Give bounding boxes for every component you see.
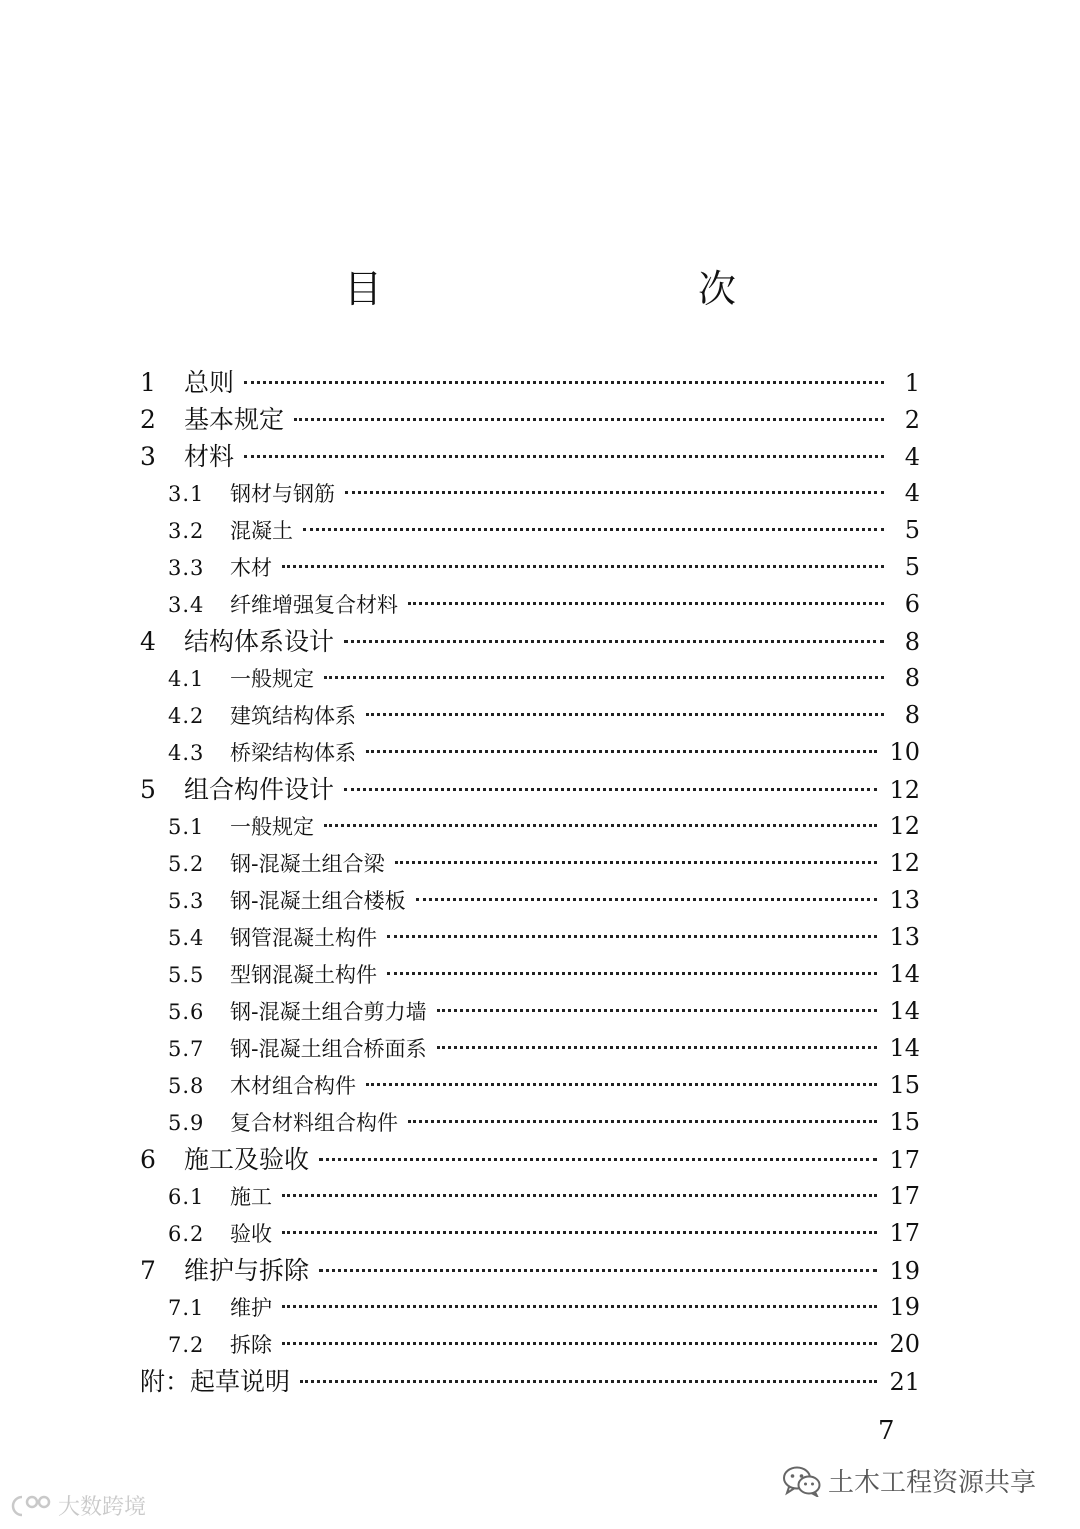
toc-entry-page: 12 [889,776,920,804]
toc-entry-label: 木材 [230,556,272,580]
toc-entry-page: 17 [889,1219,920,1247]
toc-entry-number: 5.5 [168,963,205,987]
toc-entry-label: 结构体系设计 [184,627,335,656]
toc-entry-number: 3.1 [168,482,205,506]
toc-entry-page: 17 [889,1182,920,1210]
toc-entry-page: 17 [889,1146,920,1174]
toc-entry-label: 钢材与钢筋 [230,482,335,506]
dot-leader [300,1380,877,1383]
toc-entry-page: 14 [889,960,920,988]
toc-entry-page: 6 [904,590,920,618]
toc-entry[interactable] [140,1104,920,1141]
toc-entry[interactable] [140,475,920,512]
dot-leader [395,861,878,864]
dot-leader [303,528,884,531]
dot-leader [282,1342,877,1345]
toc-entry-label: 维护 [230,1296,272,1320]
dot-leader [282,1194,877,1197]
dot-leader [437,1009,878,1012]
toc-entry-page: 4 [904,479,920,507]
dot-leader [437,1046,878,1049]
toc-entry[interactable] [140,734,920,771]
toc-entry[interactable] [140,401,920,438]
toc-entry[interactable] [140,1030,920,1067]
dot-leader [282,565,884,568]
toc-entry-page: 21 [889,1368,920,1396]
toc-entry[interactable] [140,623,920,660]
toc-entry-number: 3.3 [168,556,205,580]
toc-entry-number: 6 [140,1145,156,1174]
toc-entry-page: 5 [904,516,920,544]
dot-leader [408,602,884,605]
toc-entry-page: 14 [889,997,920,1025]
dot-leader [244,455,884,458]
toc-entry-number: 3 [140,442,156,471]
toc-entry-number: 2 [140,405,156,434]
toc-entry[interactable] [140,1326,920,1363]
toc-entry[interactable] [140,364,920,401]
toc-entry-page: 20 [889,1330,920,1358]
dot-leader [324,824,877,827]
toc-entry[interactable] [140,993,920,1030]
page-number: 7 [878,1416,895,1446]
dot-leader [282,1231,877,1234]
toc-entry-number: 3.2 [168,519,205,543]
toc-entry-page: 10 [889,738,920,766]
toc-entry[interactable] [140,919,920,956]
toc-entry-number: 3.4 [168,593,205,617]
dot-leader [408,1120,877,1123]
toc-entry[interactable] [140,586,920,623]
dot-leader [324,676,884,679]
toc-entry-number: 5.8 [168,1074,205,1098]
dot-leader [294,418,884,421]
dot-leader [366,750,877,753]
watermark-left [10,1490,146,1521]
toc-entry-number: 4.3 [168,741,205,765]
toc-entry-label: 钢管混凝土构件 [230,926,377,950]
toc-entry-label: 木材组合构件 [230,1074,356,1098]
toc-entry-label: 钢-混凝土组合楼板 [230,889,406,913]
toc-entry-label: 验收 [230,1222,272,1246]
toc-entry-page: 4 [904,443,920,471]
toc-entry[interactable] [140,1067,920,1104]
toc-entry-page: 8 [904,628,920,656]
toc-entry-label: 材料 [184,442,235,471]
toc-entry[interactable] [140,1252,920,1289]
toc-entry-page: 15 [889,1108,920,1136]
toc-entry-label: 复合材料组合构件 [230,1111,398,1135]
toc-entry-number: 5.1 [168,815,205,839]
toc-entry-label: 钢-混凝土组合剪力墙 [230,1000,427,1024]
toc-entry-page: 2 [904,406,920,434]
toc-entry-label: 钢-混凝土组合梁 [230,852,385,876]
toc-entry-number: 6.1 [168,1185,205,1209]
toc-entry-label: 型钢混凝土构件 [230,963,377,987]
toc-entry-page: 12 [889,849,920,877]
toc-entry[interactable] [140,1215,920,1252]
toc-entry-label: 施工 [230,1185,272,1209]
toc-entry[interactable] [140,697,920,734]
toc-entry[interactable] [140,438,920,475]
dot-leader [345,491,884,494]
toc-entry-page: 8 [904,701,920,729]
toc-entry-label: 建筑结构体系 [230,704,356,728]
toc-entry-number: 5.7 [168,1037,205,1061]
table-of-contents [140,364,920,1400]
dot-leader [387,935,877,938]
toc-entry-label: 桥梁结构体系 [230,741,356,765]
toc-entry-label: 附：起草说明 [140,1367,291,1396]
toc-entry-label: 维护与拆除 [184,1256,310,1285]
toc-entry-label: 纤维增强复合材料 [230,593,398,617]
toc-entry-label: 拆除 [230,1333,272,1357]
toc-entry[interactable] [140,771,920,808]
toc-entry-page: 15 [889,1071,920,1099]
toc-entry[interactable] [140,1363,920,1400]
toc-entry-number: 5.4 [168,926,205,950]
toc-entry[interactable] [140,549,920,586]
toc-entry-number: 5.6 [168,1000,205,1024]
dot-leader [416,898,878,901]
logo-icon [10,1493,54,1519]
toc-entry-page: 12 [889,812,920,840]
toc-entry-number: 5 [140,775,156,804]
watermark-right [782,1462,1036,1499]
toc-entry-label: 总则 [184,368,235,397]
toc-entry-page: 5 [904,553,920,581]
toc-entry-page: 19 [889,1257,920,1285]
toc-entry-number: 4.2 [168,704,205,728]
toc-entry-page: 14 [889,1034,920,1062]
toc-entry[interactable] [140,1178,920,1215]
toc-entry[interactable] [140,808,920,845]
toc-entry-number: 6.2 [168,1222,205,1246]
toc-entry-page: 1 [904,369,920,397]
dot-leader [282,1305,877,1308]
watermark-right-text: 土木工程资源共享 [828,1468,1037,1498]
toc-entry-page: 13 [889,923,920,951]
watermark-left-text: 大数跨境 [58,1495,147,1520]
toc-entry-label: 一般规定 [230,815,314,839]
wechat-icon [782,1465,822,1497]
dot-leader [319,1158,877,1161]
toc-entry-number: 1 [140,368,156,397]
toc-entry[interactable] [140,845,920,882]
toc-entry-number: 7.2 [168,1333,205,1357]
toc-entry-label: 组合构件设计 [184,775,335,804]
toc-entry-number: 7.1 [168,1296,205,1320]
toc-entry[interactable] [140,882,920,919]
toc-entry-label: 一般规定 [230,667,314,691]
toc-entry-label: 施工及验收 [184,1145,310,1174]
toc-entry-page: 19 [889,1293,920,1321]
toc-entry[interactable] [140,1289,920,1326]
toc-entry-label: 钢-混凝土组合桥面系 [230,1037,427,1061]
toc-entry-number: 5.2 [168,852,205,876]
dot-leader [366,1083,877,1086]
dot-leader [344,640,884,643]
toc-entry-number: 5.9 [168,1111,205,1135]
dot-leader [319,1269,877,1272]
toc-entry-label: 基本规定 [184,405,285,434]
dot-leader [366,713,884,716]
dot-leader [387,972,877,975]
page-title: 目 次 [343,267,816,311]
toc-entry-number: 5.3 [168,889,205,913]
toc-entry-number: 4 [140,627,156,656]
toc-entry[interactable] [140,512,920,549]
toc-entry-page: 13 [889,886,920,914]
dot-leader [244,381,884,384]
toc-entry-page: 8 [904,664,920,692]
toc-entry-number: 7 [140,1256,156,1285]
toc-entry[interactable] [140,956,920,993]
toc-entry[interactable] [140,1141,920,1178]
toc-entry-label: 混凝土 [230,519,293,543]
dot-leader [344,788,877,791]
toc-entry[interactable] [140,660,920,697]
toc-entry-number: 4.1 [168,667,205,691]
